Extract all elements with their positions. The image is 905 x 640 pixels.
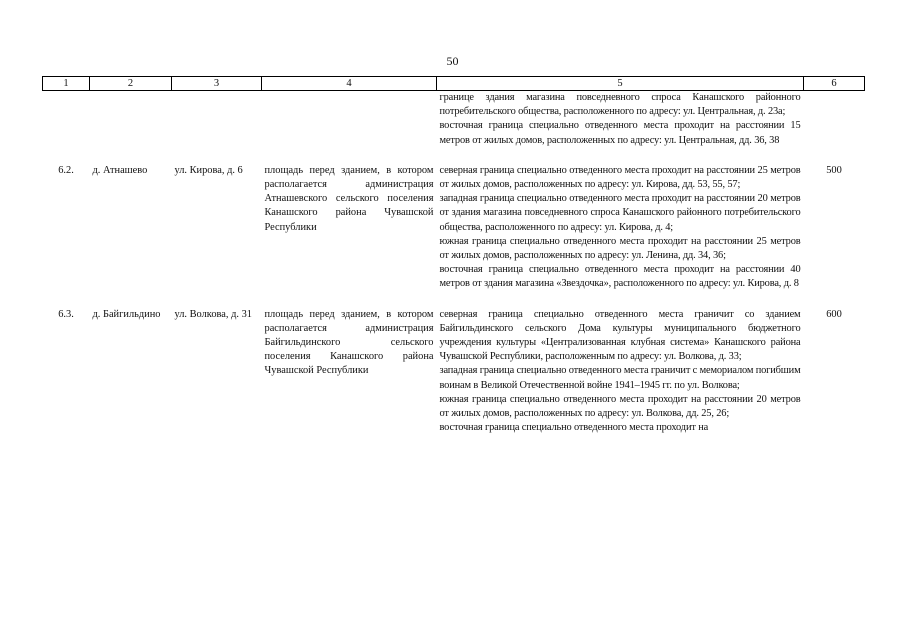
column-header: 3	[172, 77, 262, 91]
street-address: ул. Волкова, д. 31	[174, 308, 252, 320]
table-header	[43, 77, 865, 91]
table-row	[43, 308, 865, 436]
continuation-row	[43, 91, 865, 164]
border-line: западная граница специально отведенного места проходит на расстоянии 20 метров от здания магазина повседневного спроса Канашского районного потребительского общества, расположенного по адресу: ул. Кирова, д. 4;	[439, 193, 801, 233]
border-line: восточная граница специально отведенного места проходит на	[439, 422, 709, 434]
border-line: восточная граница специально отведенного места проходит на расстоянии 40 метров от здания магазина «Звездочка», расположенного по адресу: ул. Кирова, д. 8	[439, 264, 801, 290]
row-number: 6.2.	[58, 164, 74, 176]
border-description	[437, 91, 804, 164]
document-table	[42, 76, 865, 435]
border-line: южная граница специально отведенного места проходит на расстоянии 25 метров от жилых домов, расположенных по адресу: ул. Ленина, дд. 34, 36;	[439, 235, 801, 262]
border-line: западная граница специально отведенного места граничит с мемориалом погибшим воинам в Великой Отечественной войне 1941–1945 гг. по ул. Волкова;	[439, 365, 801, 391]
page-number: 50	[446, 54, 459, 68]
border-line: южная граница специально отведенного места проходит на расстоянии 20 метров от жилых домов, расположенных по адресу: ул. Волкова, дд. 25, 26;	[439, 393, 801, 420]
place-description: площадь перед зданием, в котором располагается администрация Байгильдинского сельского поселения Канашского района Чувашской Республики	[264, 308, 434, 377]
column-header: 2	[90, 77, 172, 91]
place-description: площадь перед зданием, в котором располагается администрация Атнашевского сельского поселения Канашского района Чувашской Республики	[264, 164, 434, 233]
column-header: 4	[262, 77, 437, 91]
settlement-name: д. Атнашево	[92, 164, 148, 176]
capacity-value: 500	[826, 164, 842, 176]
row-number: 6.3.	[58, 308, 74, 320]
table-row	[43, 164, 865, 308]
street-address: ул. Кирова, д. 6	[174, 164, 243, 176]
border-description	[437, 164, 804, 308]
column-header: 1	[43, 77, 90, 91]
settlement-name: д. Байгильдино	[92, 308, 161, 320]
border-line: границе здания магазина повседневного спроса Канашского районного потребительского общества, расположенного по адресу: ул. Центральная, д. 23а;	[439, 92, 801, 118]
column-header: 5	[437, 77, 804, 91]
capacity-value: 600	[826, 308, 842, 320]
border-line: северная граница специально отведенного места граничит со зданием Байгильдинского сельского Дома культуры муниципального бюджетного учреждения культуры «Централизованная клубная система» Канашского района Чувашской Республики, расположенным по адресу: ул. Волкова, д. 33;	[439, 308, 801, 363]
column-header: 6	[804, 77, 865, 91]
border-description	[437, 308, 804, 436]
border-line: северная граница специально отведенного места проходит на расстоянии 25 метров от жилых домов, расположенных по адресу: ул. Кирова, дд. 53, 55, 57;	[439, 164, 801, 191]
border-line: восточная граница специально отведенного места проходит на расстоянии 15 метров от жилых домов, расположенных по адресу: ул. Центральная, дд. 36, 38	[439, 120, 801, 146]
